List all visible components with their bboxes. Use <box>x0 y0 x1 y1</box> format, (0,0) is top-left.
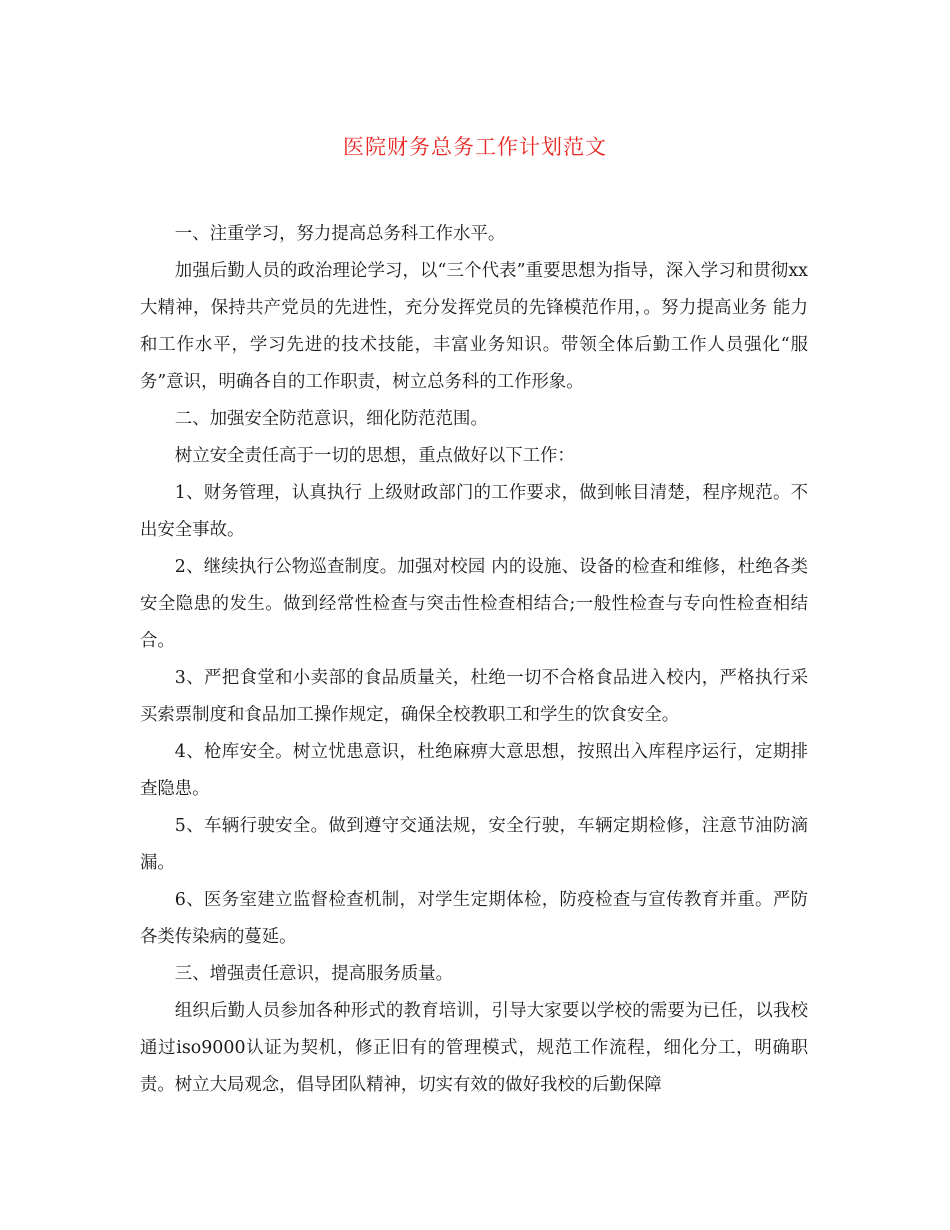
list-item-vehicle: 5、车辆行驶安全。做到遵守交通法规，安全行驶，车辆定期检修，注意节油防滴漏。 <box>140 816 808 873</box>
list-item-armory: 4、枪库安全。树立忧患意识，杜绝麻痹大意思想，按照出入库程序运行，定期排查隐患。 <box>140 742 808 799</box>
document-body <box>140 216 808 1104</box>
list-item-finance: 1、财务管理，认真执行 上级财政部门的工作要求，做到帐目清楚，程序规范。不出安全事故。 <box>140 483 808 540</box>
section-heading-3: 三、增强责任意识，提高服务质量。 <box>174 964 454 984</box>
list-item-food-safety: 3、严把食堂和小卖部的食品质量关，杜绝一切不合格食品进入校内，严格执行采买索票制度和食品加工操作规定，确保全校教职工和学生的饮食安全。 <box>140 668 808 725</box>
section-heading-2: 二、加强安全防范意识，细化防范范围。 <box>174 409 488 429</box>
list-item-clinic: 6、医务室建立监督检查机制，对学生定期体检，防疫检查与宣传教育并重。严防各类传染病的蔓延。 <box>140 890 808 947</box>
section-heading-1: 一、注重学习，努力提高总务科工作水平。 <box>174 224 506 244</box>
paragraph-safety-intro: 树立安全责任高于一切的思想，重点做好以下工作： <box>174 446 575 466</box>
paragraph-training: 组织后勤人员参加各种形式的教育培训，引导大家要以学校的需要为已任，以我校通过iso9000认证为契机，修正旧有的管理模式，规范工作流程，细化分工，明确职责。树立大局观念，倡导团队精神，切实有效的做好我校的后勤保障 <box>140 1001 808 1095</box>
paragraph-study: 加强后勤人员的政治理论学习，以“三个代表”重要思想为指导，深入学习和贯彻xx大精神，保持共产党员的先进性，充分发挥党员的先锋模范作用，。努力提高业务 能力和工作水平，学习先进的技术技能，丰富业务知识。带领全体后勤工作人员强化“服务”意识，明确各自的工作职责，树立总务科的工作形象。 <box>140 261 808 392</box>
document-title: 医院财务总务工作计划范文 <box>343 135 607 159</box>
list-item-inspection: 2、继续执行公物巡查制度。加强对校园 内的设施、设备的检查和维修，杜绝各类安全隐患的发生。做到经常性检查与突击性检查相结合;一般性检查与专向性检查相结合。 <box>140 557 808 651</box>
